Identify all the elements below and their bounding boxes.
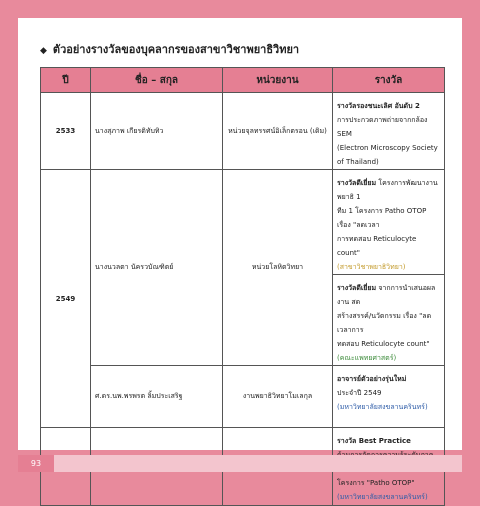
award-org: (มหาวิทยาลัยสงขลานครินทร์)	[337, 403, 428, 411]
diamond-bullet-icon: ◆	[40, 46, 47, 56]
footer-band	[54, 455, 462, 472]
table-row	[41, 93, 445, 170]
header-year: ปี	[41, 68, 91, 93]
table-row	[41, 366, 445, 428]
name-cell: นางนวลตา นัครวบัณฑิตย์	[91, 170, 223, 366]
year-cell: 2549	[41, 170, 91, 428]
year-cell: 2533	[41, 93, 91, 170]
award-text: โครงการพัฒนางาน พยาธิ 1	[337, 179, 438, 201]
award-line: ทดสอบ Reticulocyte count"	[337, 340, 430, 348]
award-cell	[333, 366, 445, 428]
award-line: โครงการ "Patho OTOP"	[337, 479, 415, 487]
header-award: รางวัล	[333, 68, 445, 93]
award-title: อาจารย์ตัวอย่างรุ่นใหม่	[337, 375, 407, 383]
name-cell: นางสุภาพ เกียรติทับทิว	[91, 93, 223, 170]
award-text: จากการนำเสนอผลงาน สด	[337, 284, 436, 306]
award-line: การทดสอบ Reticulocyte count"	[337, 235, 417, 257]
award-title: รางวัลดีเยี่ยม	[337, 284, 377, 292]
award-title: รางวัลรองชนะเลิศ อันดับ 2	[337, 102, 420, 110]
award-cell	[333, 93, 445, 170]
page-number: 93	[18, 455, 54, 472]
table-row	[41, 170, 445, 275]
section-title: ตัวอย่างรางวัลของบุคลากรของสาขาวิชาพยาธิวิทยา	[52, 43, 300, 56]
award-line: ประจำปี 2549	[337, 389, 382, 397]
award-cell	[333, 170, 445, 275]
award-org: (คณะแพทยศาสตร์)	[337, 354, 397, 362]
award-line: (Electron Microscopy Society of Thailand)	[337, 144, 438, 166]
award-org: (สาขาวิชาพยาธิวิทยา)	[337, 263, 406, 271]
header-unit: หน่วยงาน	[223, 68, 333, 93]
table-header-row	[41, 68, 445, 93]
section-heading	[40, 40, 299, 58]
award-title: รางวัล Best Practice	[337, 437, 411, 445]
award-title: รางวัลดีเยี่ยม	[337, 179, 377, 187]
award-org: (มหาวิทยาลัยสงขลานครินทร์)	[337, 493, 428, 501]
unit-cell: หน่วยจุลทรรศน์อิเล็กตรอน (เดิม)	[223, 93, 333, 170]
award-line: ทีม 1 โครงการ Patho OTOP เรื่อง "ลดเวลา	[337, 207, 427, 229]
unit-cell: งานพยาธิวิทยาโมเลกุล	[223, 366, 333, 428]
awards-table	[40, 67, 445, 506]
award-line: สร้างสรรค์/นวัตกรรม เรื่อง "ลดเวลาการ	[337, 312, 432, 334]
award-line: การประกวดภาพถ่ายจากกล้อง SEM	[337, 116, 428, 138]
name-cell: ศ.ดร.นพ.พรพรต ลิ้มประเสริฐ	[91, 366, 223, 428]
unit-cell: หน่วยโลหิตวิทยา	[223, 170, 333, 366]
header-name: ชื่อ – สกุล	[91, 68, 223, 93]
award-cell	[333, 275, 445, 366]
